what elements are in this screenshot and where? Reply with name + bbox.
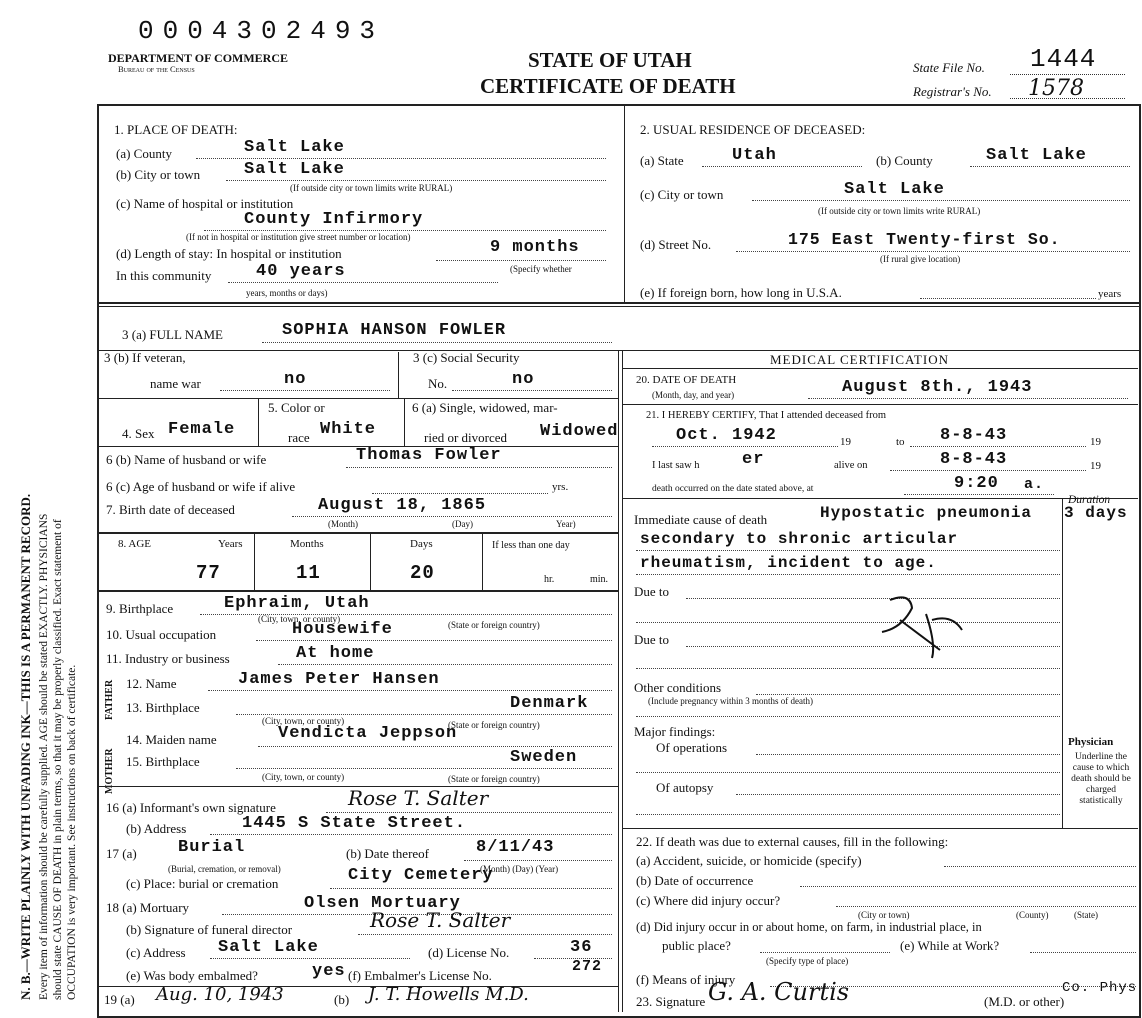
age-years-col: Years: [218, 538, 243, 550]
due-to-2-label: Due to: [634, 632, 670, 647]
dod-note: (Month, day, and year): [652, 390, 735, 400]
hr-label: hr.: [544, 574, 555, 585]
filed-date: Aug. 10, 1943: [156, 984, 284, 1005]
hospital-note: (If not in hospital or institution give street number or location): [186, 232, 411, 242]
father-bp-label: 13. Birthplace: [126, 700, 200, 715]
community-label: In this community: [116, 268, 212, 283]
physician-signature: G. A. Curtis: [708, 978, 850, 1006]
ss-no-label: No.: [428, 376, 448, 391]
date-of-death: August 8th., 1943: [842, 378, 1033, 397]
mortuary-name: Olsen Mortuary: [304, 894, 461, 913]
major-findings-label: Major findings:: [634, 724, 716, 739]
marital-value: Widowed: [540, 422, 619, 441]
burial-type: Burial: [178, 838, 246, 857]
burial-date-label: (b) Date thereof: [346, 846, 430, 861]
death-city: Salt Lake: [244, 160, 345, 179]
license-number: 36: [570, 938, 593, 957]
res-county-label: (b) County: [876, 153, 933, 168]
hospital-label: (c) Name of hospital or institution: [116, 196, 294, 211]
director-label: (b) Signature of funeral director: [126, 922, 293, 937]
other-conditions-label: Other conditions: [634, 680, 722, 695]
hospital-name: County Infirmory: [244, 210, 424, 229]
veteran-label: 3 (b) If veteran,: [104, 350, 186, 365]
duration-label: Duration: [1068, 494, 1111, 506]
where-label: (c) Where did injury occur?: [636, 893, 781, 908]
industry: At home: [296, 644, 375, 663]
war-value: no: [284, 370, 307, 389]
accident-label: (a) Accident, suicide, or homicide (specify): [636, 853, 862, 868]
yrs-label: yrs.: [552, 481, 569, 493]
embalmed-value: yes: [312, 962, 346, 981]
bureau-label: Bureau of the Census: [118, 64, 195, 74]
father-bp-note-1: (City, town, or county): [262, 716, 345, 726]
informant-signature: Rose T. Salter: [348, 786, 489, 810]
last-saw-pronoun: er: [742, 450, 765, 469]
operations-label: Of operations: [656, 740, 728, 755]
cause-line-1: Hypostatic pneumonia: [820, 504, 1033, 522]
specify-note: (Specify whether: [510, 264, 572, 274]
birth-date-label: 7. Birth date of deceased: [106, 502, 235, 517]
occupation: Housewife: [292, 620, 393, 639]
alive-on-date: 8-8-43: [940, 450, 1008, 469]
alive-label: alive on: [834, 460, 868, 471]
burial-place: City Cemetery: [348, 866, 494, 885]
registrar-sig-label: (b): [334, 992, 350, 1007]
attended-from: Oct. 1942: [676, 426, 777, 445]
res-state: Utah: [732, 146, 777, 165]
spouse-label: 6 (b) Name of husband or wife: [106, 452, 267, 467]
sidebar-warning: N. B.—WRITE PLAINLY WITH UNFADING INK—THIS IS A PERMANENT RECORD.: [18, 493, 33, 1000]
signature-label: 23. Signature: [636, 994, 706, 1009]
physician-note: Underline the cause to which death should be charged statistically: [1071, 752, 1131, 806]
certify-label: 21. I HEREBY CERTIFY, That I attended deceased from: [646, 410, 887, 421]
injury-place-label: (d) Did injury occur in or about home, on farm, in industrial place, in: [636, 920, 982, 934]
state-title: STATE OF UTAH: [528, 48, 692, 72]
year-label: Year): [556, 519, 576, 529]
physician-initials-mark: [860, 590, 970, 660]
residence-heading: 2. USUAL RESIDENCE OF DECEASED:: [640, 122, 866, 137]
license-label: (d) License No.: [428, 945, 510, 960]
birthplace-label: 9. Birthplace: [106, 601, 174, 616]
at-work-label: (e) While at Work?: [900, 938, 1000, 953]
registrar-number: 1578: [1028, 76, 1084, 101]
month-label: (Month): [328, 519, 358, 529]
am-pm: a.: [1024, 476, 1045, 493]
mother-name-label: 14. Maiden name: [126, 732, 217, 747]
sex-label: 4. Sex: [122, 426, 155, 441]
father-side-label: FATHER: [104, 679, 115, 720]
cause-line-3: rheumatism, incident to age.: [640, 554, 937, 572]
state-note: (State): [1074, 910, 1098, 920]
burial-note: (Burial, cremation, or removal): [168, 864, 281, 874]
community-duration: 40 years: [256, 262, 346, 281]
mother-side-label: MOTHER: [104, 748, 115, 794]
birthplace-note-1: (City, town, or county): [258, 614, 341, 624]
registrar-signature: J. T. Howells M.D.: [368, 984, 529, 1005]
race-label: race: [288, 430, 310, 445]
death-county: Salt Lake: [244, 138, 345, 157]
res-street-note: (If rural give location): [880, 254, 961, 264]
marital-label-2: ried or divorced: [424, 430, 508, 445]
embalmer-license-label: (f) Embalmer's License No.: [348, 968, 492, 983]
registrar-label: Registrar's No.: [913, 84, 992, 99]
age-months-col: Months: [290, 538, 324, 550]
public-place-label: public place?: [662, 938, 731, 953]
birthplace: Ephraim, Utah: [224, 594, 370, 613]
war-label: name war: [150, 376, 201, 391]
autopsy-label: Of autopsy: [656, 780, 714, 795]
burial-label: 17 (a): [106, 846, 137, 861]
res-street: 175 East Twenty-first So.: [788, 230, 1061, 249]
mother-bp-label: 15. Birthplace: [126, 754, 200, 769]
stay-label: (d) Length of stay: In hospital or institution: [116, 246, 342, 261]
external-causes-label: 22. If death was due to external causes, fill in the following:: [636, 834, 949, 849]
father-name-label: 12. Name: [126, 676, 177, 691]
time-of-death: 9:20: [954, 474, 999, 493]
sidebar-instructions-2: should state CAUSE OF DEATH in plain terms, so that it may be properly classified. Exact statement of: [52, 519, 64, 1000]
filed-label: 19 (a): [104, 992, 135, 1007]
mother-maiden-name: Vendicta Jeppson: [278, 724, 458, 743]
min-label: min.: [590, 574, 609, 585]
father-name: James Peter Hansen: [238, 670, 440, 689]
nineteen-3: 19: [1090, 460, 1101, 472]
to-label: to: [896, 436, 905, 448]
ymd-note: years, months or days): [246, 288, 328, 298]
nineteen-2: 19: [1090, 436, 1101, 448]
nineteen-1: 19: [840, 436, 851, 448]
res-city-note: (If outside city or town limits write RURAL): [818, 206, 981, 216]
city-rural-note: (If outside city or town limits write RURAL): [290, 183, 453, 193]
attended-to: 8-8-43: [940, 426, 1008, 445]
director-signature: Rose T. Salter: [370, 908, 511, 932]
embalmer-license: 272: [572, 958, 603, 975]
years-label: years: [1098, 288, 1122, 300]
embalmed-label: (e) Was body embalmed?: [126, 968, 258, 983]
address-label: (b) Address: [126, 821, 187, 836]
mother-bp-note-1: (City, town, or county): [262, 772, 345, 782]
physician-label: Physician: [1068, 736, 1114, 748]
father-birthplace: Denmark: [510, 694, 589, 713]
race-value: White: [320, 420, 377, 439]
physician-title: Co. Phys: [1062, 980, 1138, 996]
mother-birthplace: Sweden: [510, 748, 578, 767]
duration-value: 3 days: [1064, 504, 1128, 522]
cause-label: Immediate cause of death: [634, 512, 768, 527]
informant-label: 16 (a) Informant's own signature: [106, 800, 276, 815]
ss-value: no: [512, 370, 535, 389]
industry-label: 11. Industry or business: [106, 651, 230, 666]
sex-value: Female: [168, 420, 236, 439]
res-city: Salt Lake: [844, 180, 945, 199]
res-state-label: (a) State: [640, 153, 684, 168]
mortuary-address: Salt Lake: [218, 938, 319, 957]
dod-label: 20. DATE OF DEATH: [636, 374, 737, 386]
full-name: SOPHIA HANSON FOWLER: [282, 321, 507, 340]
burial-place-label: (c) Place: burial or cremation: [126, 876, 279, 891]
informant-address: 1445 S State Street.: [242, 814, 467, 833]
due-to-1-label: Due to: [634, 584, 670, 599]
city-label: (b) City or town: [116, 167, 201, 182]
sidebar-instructions-1: Every item of information should be carefully supplied. AGE should be stated EXACTLY. PHYSICIANS: [38, 513, 50, 1000]
state-file-number: 1444: [1030, 44, 1097, 74]
means-of-injury-label: (f) Means of injury: [636, 972, 736, 987]
mortuary-label: 18 (a) Mortuary: [106, 900, 190, 915]
other-conditions-note: (Include pregnancy within 3 months of death): [648, 696, 813, 706]
foreign-born-label: (e) If foreign born, how long in U.S.A.: [640, 285, 842, 300]
burial-mdy-note: (Month) (Day) (Year): [480, 864, 559, 874]
burial-date: 8/11/43: [476, 838, 555, 857]
mother-bp-note-2: (State or foreign country): [448, 774, 540, 784]
color-label: 5. Color or: [268, 400, 325, 415]
spouse-age-label: 6 (c) Age of husband or wife if alive: [106, 479, 296, 494]
marital-label-1: 6 (a) Single, widowed, mar-: [412, 400, 558, 415]
stay-length: 9 months: [490, 238, 580, 257]
age-years: 77: [196, 562, 221, 584]
age-less-col: If less than one day: [492, 540, 570, 551]
res-county: Salt Lake: [986, 146, 1087, 165]
birthplace-note-2: (State or foreign country): [448, 620, 540, 630]
res-city-label: (c) City or town: [640, 187, 724, 202]
city-town-note: (City or town): [858, 910, 910, 920]
day-label: (Day): [452, 519, 473, 529]
cause-line-2: secondary to shronic articular: [640, 530, 959, 548]
spouse-name: Thomas Fowler: [356, 446, 502, 465]
certificate-title: CERTIFICATE OF DEATH: [480, 74, 736, 98]
serial-number: 0004302493: [138, 16, 385, 46]
place-type-note: (Specify type of place): [766, 956, 849, 966]
county-label: (a) County: [116, 146, 172, 161]
father-bp-note-2: (State or foreign country): [448, 720, 540, 730]
birth-date: August 18, 1865: [318, 496, 487, 515]
occurred-label: death occurred on the date stated above, at: [652, 484, 814, 494]
department-label: DEPARTMENT OF COMMERCE: [108, 51, 289, 65]
ss-label: 3 (c) Social Security: [413, 350, 520, 365]
full-name-label: 3 (a) FULL NAME: [122, 327, 223, 342]
county-note: (County): [1016, 910, 1049, 920]
mortuary-address-label: (c) Address: [126, 945, 186, 960]
age-label: 8. AGE: [118, 538, 151, 550]
medical-heading: MEDICAL CERTIFICATION: [770, 352, 949, 367]
place-heading: 1. PLACE OF DEATH:: [114, 122, 238, 137]
md-label: (M.D. or other): [984, 994, 1065, 1009]
occurrence-label: (b) Date of occurrence: [636, 873, 754, 888]
age-days-col: Days: [410, 538, 433, 550]
age-days: 20: [410, 562, 435, 584]
state-file-label: State File No.: [913, 60, 985, 75]
occupation-label: 10. Usual occupation: [106, 627, 217, 642]
res-street-label: (d) Street No.: [640, 237, 712, 252]
sidebar-instructions-3: OCCUPATION is very important. See instructions on back of certificate.: [66, 664, 78, 1000]
age-months: 11: [296, 562, 321, 584]
last-saw-label: I last saw h: [652, 460, 700, 471]
